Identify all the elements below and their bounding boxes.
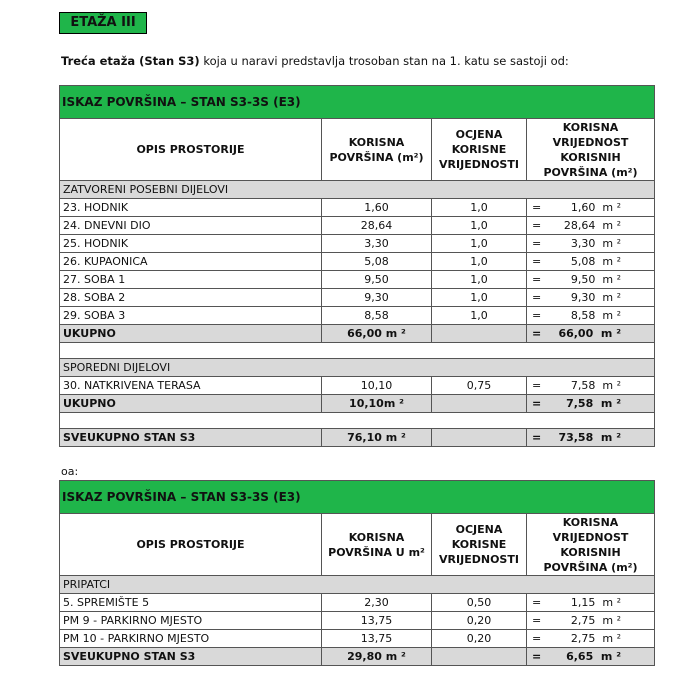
equals-sign: = bbox=[532, 236, 542, 250]
table-row bbox=[60, 377, 655, 395]
room-coefficient: 1,0 bbox=[432, 253, 527, 271]
result-wrap bbox=[530, 254, 651, 270]
header-row bbox=[60, 514, 655, 576]
table-row bbox=[60, 612, 655, 630]
result-wrap bbox=[530, 430, 651, 446]
room-area: 10,10 bbox=[322, 377, 432, 395]
equals-sign: = bbox=[532, 200, 542, 214]
result-wrap bbox=[530, 613, 651, 629]
result-unit: m ² bbox=[602, 218, 622, 232]
section-row bbox=[60, 576, 655, 594]
result-value-group bbox=[571, 631, 621, 647]
section-row bbox=[60, 359, 655, 377]
table-row bbox=[60, 630, 655, 648]
section-header: ZATVORENI POSEBNI DIJELOVI bbox=[60, 181, 655, 199]
area-table-1 bbox=[59, 85, 655, 447]
empty-row bbox=[60, 413, 655, 429]
result-unit: m ² bbox=[602, 308, 622, 322]
result-cell bbox=[527, 199, 655, 217]
result-wrap bbox=[530, 272, 651, 288]
result-value-group bbox=[558, 430, 621, 446]
result-wrap bbox=[530, 326, 651, 342]
room-coefficient bbox=[432, 325, 527, 343]
room-name: 23. HODNIK bbox=[60, 199, 322, 217]
result-value: 8,58 bbox=[570, 308, 596, 322]
equals-sign: = bbox=[532, 649, 542, 663]
result-cell bbox=[527, 289, 655, 307]
result-value-group bbox=[558, 326, 621, 342]
result-unit: m ² bbox=[600, 326, 622, 340]
room-coefficient: 0,20 bbox=[432, 612, 527, 630]
room-coefficient: 1,0 bbox=[432, 235, 527, 253]
equals-sign: = bbox=[532, 631, 542, 645]
room-name: 28. SOBA 2 bbox=[60, 289, 322, 307]
result-cell bbox=[527, 395, 655, 413]
result-value: 7,58 bbox=[566, 396, 594, 410]
room-area: 28,64 bbox=[322, 217, 432, 235]
table-title-row bbox=[60, 481, 655, 514]
room-name: UKUPNO bbox=[60, 395, 322, 413]
area-table-2 bbox=[59, 480, 655, 666]
result-value-group bbox=[571, 595, 621, 611]
table-row bbox=[60, 199, 655, 217]
room-area: 9,50 bbox=[322, 271, 432, 289]
result-value-group bbox=[571, 236, 621, 252]
room-coefficient: 1,0 bbox=[432, 217, 527, 235]
room-area: 9,30 bbox=[322, 289, 432, 307]
result-value-group bbox=[571, 308, 621, 324]
result-value-group bbox=[571, 290, 621, 306]
result-value: 9,50 bbox=[570, 272, 596, 286]
result-cell bbox=[527, 253, 655, 271]
result-cell bbox=[527, 612, 655, 630]
room-name: PM 9 - PARKIRNO MJESTO bbox=[60, 612, 322, 630]
table-title: ISKAZ POVRŠINA – STAN S3-3S (E3) bbox=[60, 481, 655, 514]
table-row bbox=[60, 289, 655, 307]
room-area: 8,58 bbox=[322, 307, 432, 325]
room-name: SVEUKUPNO STAN S3 bbox=[60, 429, 322, 447]
room-name: 27. SOBA 1 bbox=[60, 271, 322, 289]
result-unit: m ² bbox=[602, 290, 622, 304]
room-name: PM 10 - PARKIRNO MJESTO bbox=[60, 630, 322, 648]
table-row bbox=[60, 395, 655, 413]
room-area: 5,08 bbox=[322, 253, 432, 271]
result-value: 3,30 bbox=[570, 236, 596, 250]
result-value-group bbox=[571, 272, 621, 288]
result-value: 2,75 bbox=[570, 631, 596, 645]
result-unit: m ² bbox=[600, 649, 622, 663]
result-value-group bbox=[571, 613, 621, 629]
result-cell bbox=[527, 630, 655, 648]
result-value-group bbox=[566, 396, 621, 412]
equals-sign: = bbox=[532, 218, 542, 232]
result-cell bbox=[527, 235, 655, 253]
empty-row bbox=[60, 343, 655, 359]
result-value: 2,75 bbox=[570, 613, 596, 627]
equals-sign: = bbox=[532, 308, 542, 322]
room-name: SVEUKUPNO STAN S3 bbox=[60, 648, 322, 666]
result-wrap bbox=[530, 218, 651, 234]
room-area: 13,75 bbox=[322, 630, 432, 648]
section-row bbox=[60, 181, 655, 199]
table-row bbox=[60, 217, 655, 235]
result-cell bbox=[527, 429, 655, 447]
room-coefficient: 1,0 bbox=[432, 307, 527, 325]
result-wrap bbox=[530, 378, 651, 394]
room-coefficient: 1,0 bbox=[432, 271, 527, 289]
result-cell bbox=[527, 271, 655, 289]
room-name: 29. SOBA 3 bbox=[60, 307, 322, 325]
floor-badge: ETAŽA III bbox=[59, 12, 147, 34]
equals-sign: = bbox=[532, 595, 542, 609]
room-name: 24. DNEVNI DIO bbox=[60, 217, 322, 235]
result-value: 73,58 bbox=[558, 430, 594, 444]
result-value: 1,60 bbox=[570, 200, 596, 214]
result-unit: m ² bbox=[602, 378, 622, 392]
result-unit: m ² bbox=[602, 236, 622, 250]
equals-sign: = bbox=[532, 613, 542, 627]
table-row bbox=[60, 594, 655, 612]
room-coefficient bbox=[432, 395, 527, 413]
room-area: 3,30 bbox=[322, 235, 432, 253]
section-header: SPOREDNI DIJELOVI bbox=[60, 359, 655, 377]
result-value-group bbox=[564, 218, 621, 234]
equals-sign: = bbox=[532, 272, 542, 286]
result-value: 5,08 bbox=[570, 254, 596, 268]
room-area: 66,00 m ² bbox=[322, 325, 432, 343]
table-title: ISKAZ POVRŠINA – STAN S3-3S (E3) bbox=[60, 86, 655, 119]
intro-bold: Treća etaža (Stan S3) bbox=[61, 54, 200, 68]
equals-sign: = bbox=[532, 396, 542, 410]
result-wrap bbox=[530, 649, 651, 665]
table-row bbox=[60, 648, 655, 666]
room-name: 5. SPREMIŠTE 5 bbox=[60, 594, 322, 612]
result-unit: m ² bbox=[602, 595, 622, 609]
intro-rest: koja u naravi predstavlja trosoban stan na 1. katu se sastoji od: bbox=[199, 54, 569, 68]
oa-label: oa: bbox=[61, 465, 79, 478]
room-coefficient: 0,50 bbox=[432, 594, 527, 612]
column-header: KORISNA VRIJEDNOST KORISNIH POVRŠINA (m²) bbox=[527, 514, 655, 576]
result-value: 66,00 bbox=[558, 326, 594, 340]
header-row bbox=[60, 119, 655, 181]
room-area: 13,75 bbox=[322, 612, 432, 630]
result-cell bbox=[527, 648, 655, 666]
column-header: KORISNA VRIJEDNOST KORISNIH POVRŠINA (m²) bbox=[527, 119, 655, 181]
result-unit: m ² bbox=[602, 613, 622, 627]
result-wrap bbox=[530, 595, 651, 611]
result-wrap bbox=[530, 200, 651, 216]
room-name: 26. KUPAONICA bbox=[60, 253, 322, 271]
result-value: 7,58 bbox=[570, 378, 596, 392]
equals-sign: = bbox=[532, 430, 542, 444]
column-header: OPIS PROSTORIJE bbox=[60, 514, 322, 576]
result-cell bbox=[527, 377, 655, 395]
column-header: KORISNA POVRŠINA (m²) bbox=[322, 119, 432, 181]
equals-sign: = bbox=[532, 290, 542, 304]
result-cell bbox=[527, 217, 655, 235]
room-coefficient: 0,75 bbox=[432, 377, 527, 395]
separator-row bbox=[60, 413, 655, 429]
result-wrap bbox=[530, 631, 651, 647]
result-value: 1,15 bbox=[570, 595, 596, 609]
room-area: 1,60 bbox=[322, 199, 432, 217]
result-cell bbox=[527, 307, 655, 325]
room-name: 30. NATKRIVENA TERASA bbox=[60, 377, 322, 395]
intro-text bbox=[61, 54, 569, 68]
result-value: 6,65 bbox=[566, 649, 594, 663]
separator-row bbox=[60, 343, 655, 359]
column-header: KORISNA POVRŠINA U m² bbox=[322, 514, 432, 576]
column-header: OCJENA KORISNE VRIJEDNOSTI bbox=[432, 119, 527, 181]
result-unit: m ² bbox=[602, 631, 622, 645]
table-row bbox=[60, 307, 655, 325]
column-header: OCJENA KORISNE VRIJEDNOSTI bbox=[432, 514, 527, 576]
result-value-group bbox=[571, 378, 621, 394]
result-unit: m ² bbox=[602, 254, 622, 268]
room-area: 29,80 m ² bbox=[322, 648, 432, 666]
result-unit: m ² bbox=[600, 430, 622, 444]
equals-sign: = bbox=[532, 254, 542, 268]
table-row bbox=[60, 325, 655, 343]
room-area: 10,10m ² bbox=[322, 395, 432, 413]
equals-sign: = bbox=[532, 326, 542, 340]
room-area: 2,30 bbox=[322, 594, 432, 612]
result-wrap bbox=[530, 236, 651, 252]
room-coefficient: 1,0 bbox=[432, 199, 527, 217]
result-unit: m ² bbox=[602, 272, 622, 286]
room-coefficient: 1,0 bbox=[432, 289, 527, 307]
room-coefficient bbox=[432, 648, 527, 666]
table-row bbox=[60, 253, 655, 271]
result-value: 9,30 bbox=[570, 290, 596, 304]
room-name: UKUPNO bbox=[60, 325, 322, 343]
column-header: OPIS PROSTORIJE bbox=[60, 119, 322, 181]
result-wrap bbox=[530, 308, 651, 324]
result-wrap bbox=[530, 396, 651, 412]
room-coefficient: 0,20 bbox=[432, 630, 527, 648]
result-cell bbox=[527, 594, 655, 612]
room-coefficient bbox=[432, 429, 527, 447]
table-row bbox=[60, 271, 655, 289]
result-value-group bbox=[571, 254, 621, 270]
section-header: PRIPATCI bbox=[60, 576, 655, 594]
result-value-group bbox=[571, 200, 621, 216]
result-wrap bbox=[530, 290, 651, 306]
result-value: 28,64 bbox=[563, 218, 596, 232]
result-value-group bbox=[566, 649, 621, 665]
room-name: 25. HODNIK bbox=[60, 235, 322, 253]
result-unit: m ² bbox=[602, 200, 622, 214]
table-row bbox=[60, 235, 655, 253]
table-row bbox=[60, 429, 655, 447]
result-unit: m ² bbox=[600, 396, 622, 410]
equals-sign: = bbox=[532, 378, 542, 392]
room-area: 76,10 m ² bbox=[322, 429, 432, 447]
table-title-row bbox=[60, 86, 655, 119]
result-cell bbox=[527, 325, 655, 343]
